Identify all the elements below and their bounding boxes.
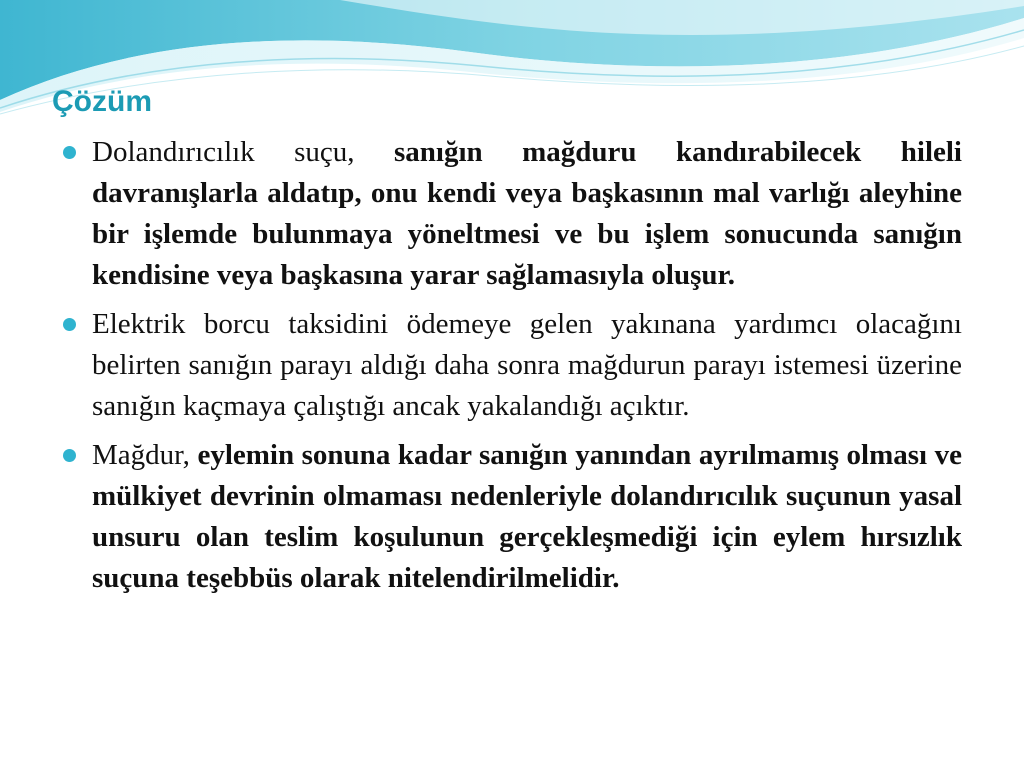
bullet-2-plain-text: Elektrik borcu taksidini ödemeye gelen yakınana yardımcı olacağını belirten sanığın parayı aldığı daha sonra mağdurun parayı istemesi üzerine sanığın kaçmaya çalıştığı ancak yakalandığı açıktır.: [92, 308, 962, 422]
decorative-wave-banner: [0, 0, 1024, 120]
bullet-item-2: [62, 304, 962, 427]
slide-title: Çözüm: [52, 85, 152, 118]
bullet-3-plain-text: Mağdur,: [92, 439, 198, 471]
bullet-item-3: [62, 435, 962, 599]
bullet-1-bold-text: sanığın mağduru kandırabilecek hileli davranışlarla aldatıp, onu kendi veya başkasının mal varlığı aleyhine bir işlemde bulunmaya yöneltmesi ve bu işlem sonucunda sanığın kendisine veya başkasına yarar sağlamasıyla oluşur.: [92, 136, 962, 291]
bullet-dot-icon: [63, 146, 76, 159]
bullet-3-bold-text: eylemin sonuna kadar sanığın yanından ayrılmamış olması ve mülkiyet devrinin olmaması nedenleriyle dolandırıcılık suçunun yasal unsuru olan teslim koşulunun gerçekleşmediği için eylem hırsızlık suçuna teşebbüs olarak nitelendirilmelidir.: [92, 439, 962, 594]
bullet-1-plain-text: Dolandırıcılık suçu,: [92, 136, 395, 168]
bullet-dot-icon: [63, 318, 76, 331]
bullet-item-1: [62, 132, 962, 296]
bullet-dot-icon: [63, 449, 76, 462]
bullet-list: [62, 132, 962, 607]
